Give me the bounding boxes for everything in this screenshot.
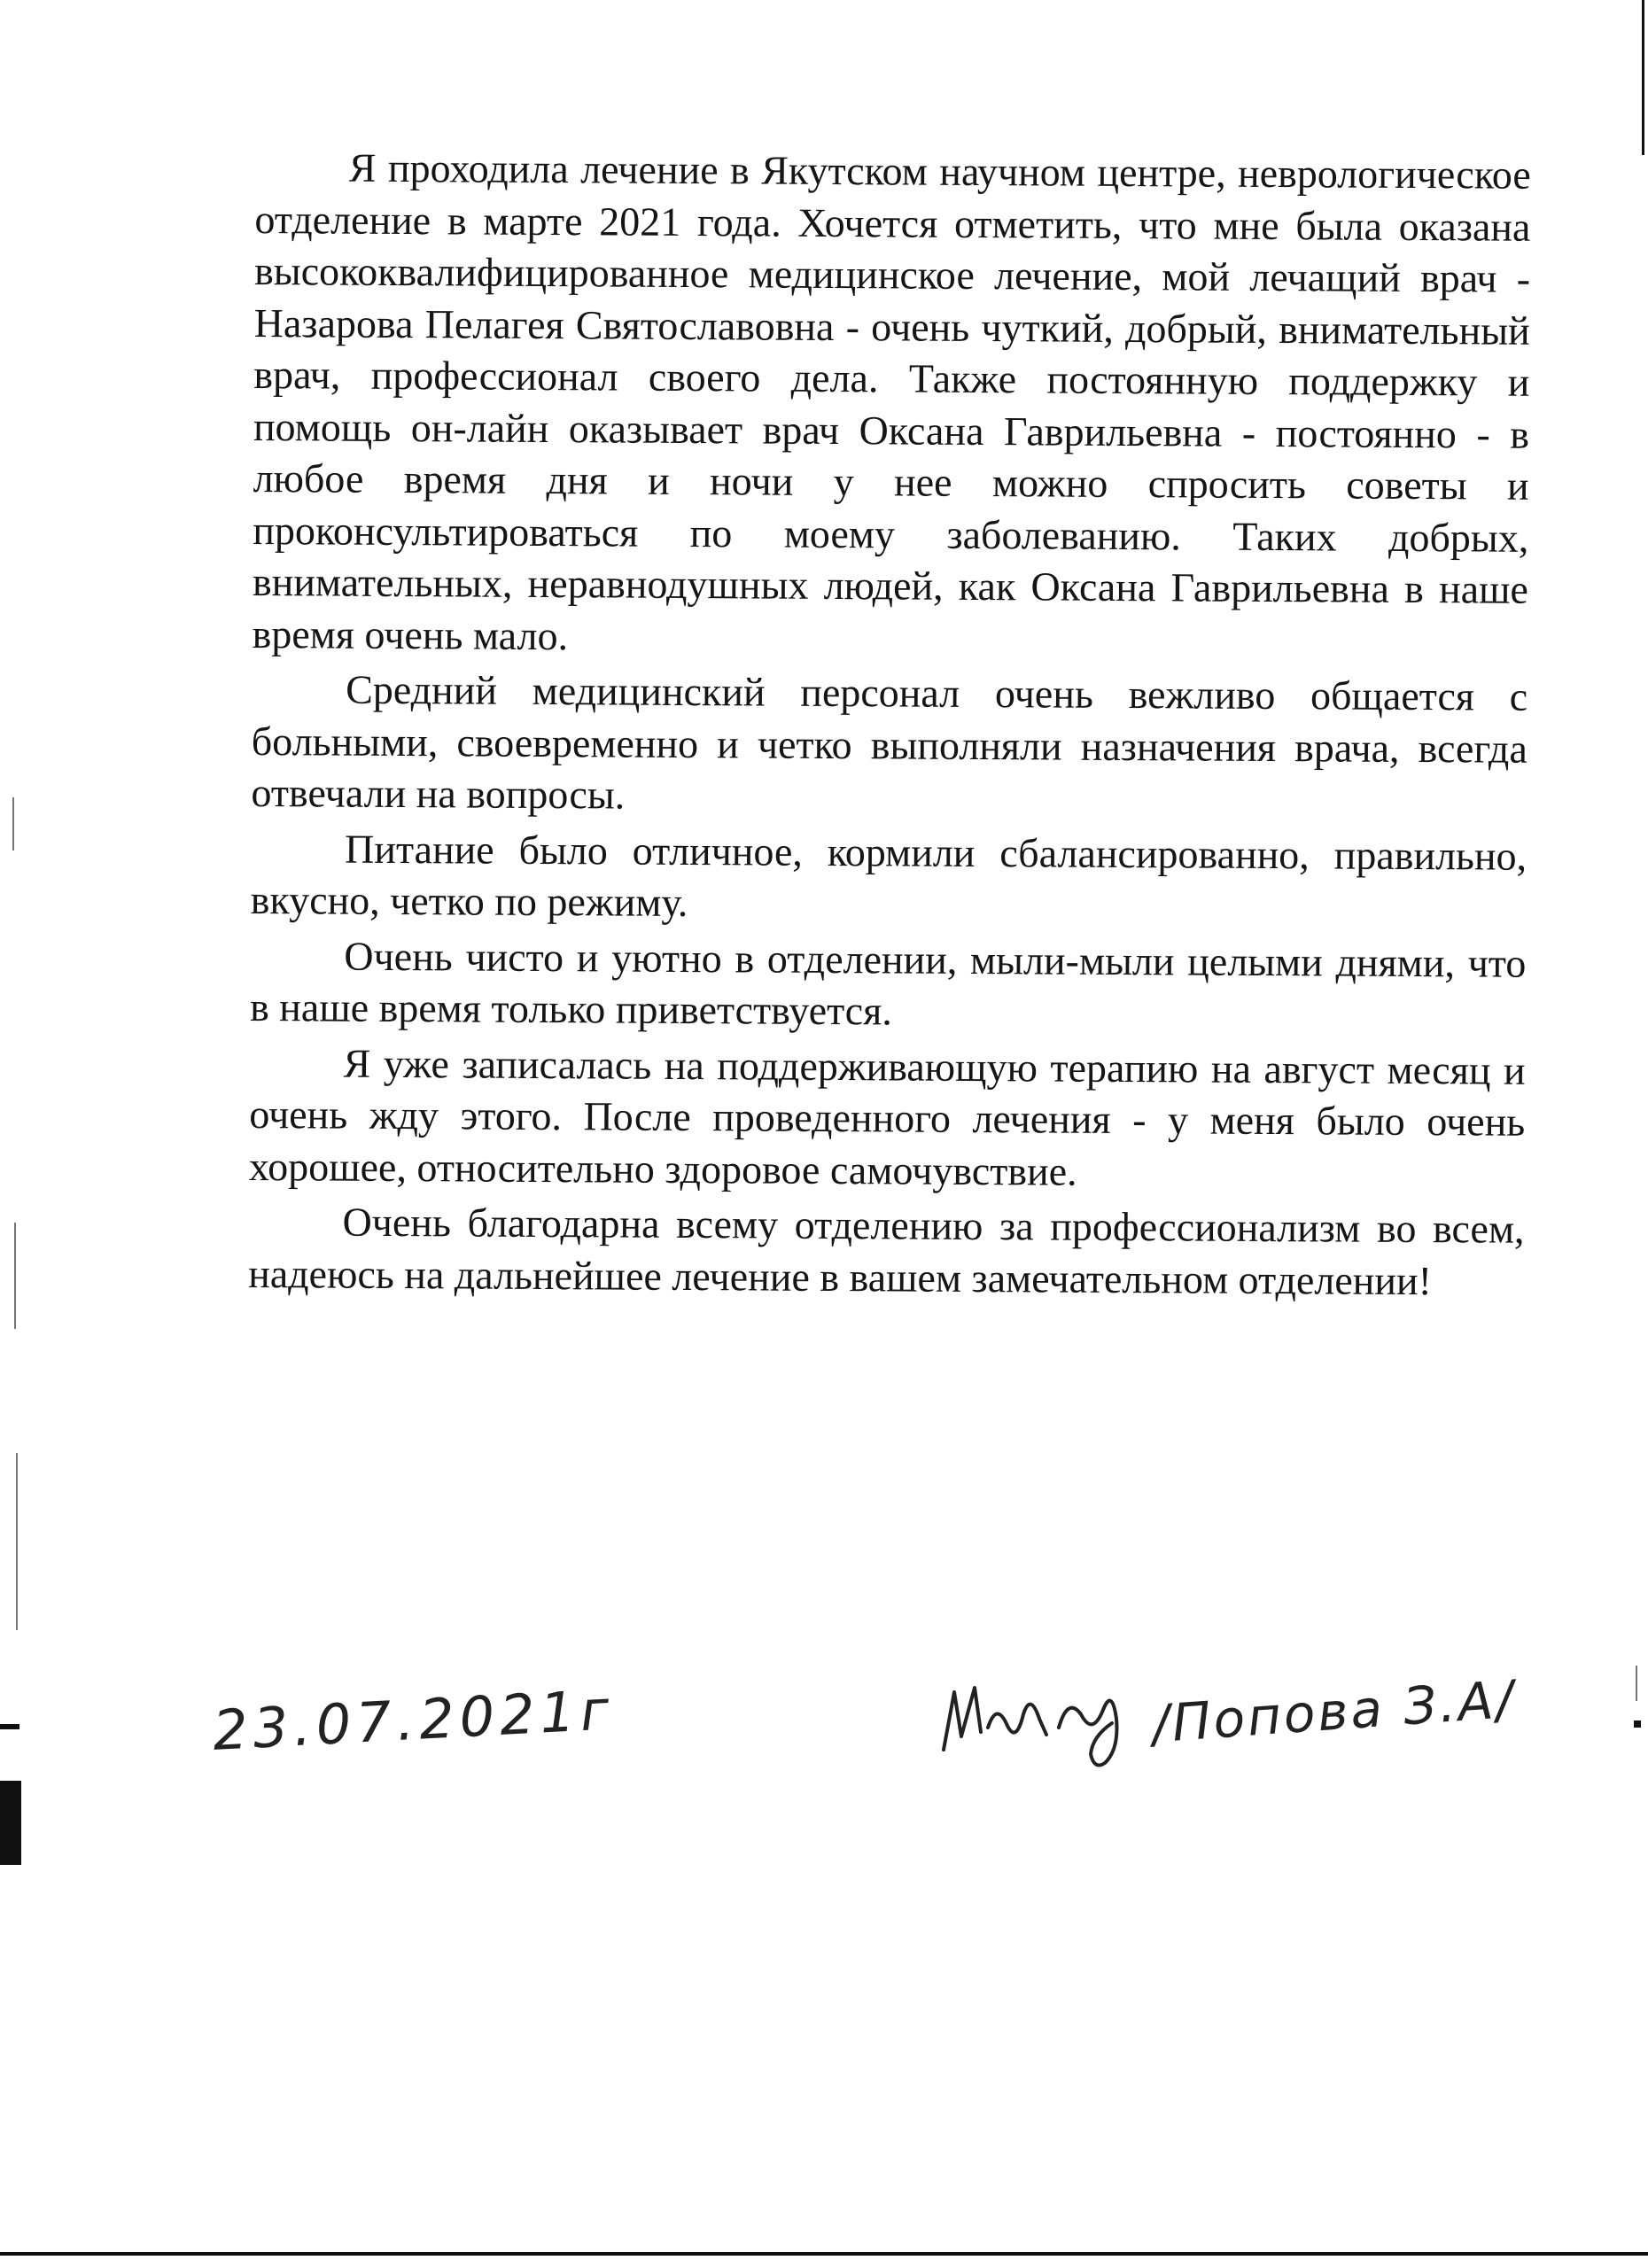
signature-scribble xyxy=(935,1666,1147,1772)
paragraph-nursing-staff: Средний медицинский персонал очень вежливо общается с больными, своевременно и четко выполняли назначения врача, всегда отвечали на вопросы. xyxy=(251,666,1528,818)
scan-dash-left xyxy=(0,1724,19,1729)
scan-line-left-2 xyxy=(14,1223,16,1329)
paragraph-followup-therapy: Я уже записалась на поддерживающую терапию на август месяц и очень жду этого. После проведенного лечения - у меня было очень хорошее, относительно здоровое самочувствие. xyxy=(248,1040,1526,1194)
paragraph-cleanliness: Очень чисто и уютно в отделении, мыли-мыли целыми днями, что в наше время только приветствуется. xyxy=(249,933,1527,1034)
scan-edge-bottom xyxy=(0,2252,1648,2256)
paragraph-nutrition: Питание было отличное, кормили сбалансированно, правильно, вкусно, четко по режиму. xyxy=(250,826,1528,925)
scan-edge-right xyxy=(1642,0,1644,155)
scan-line-left-1 xyxy=(12,797,14,850)
scan-line-right xyxy=(1636,1666,1637,1701)
scan-block-left xyxy=(0,1781,21,1865)
handwritten-date: 23.07.2021г xyxy=(211,1677,617,1763)
scan-line-left-3 xyxy=(16,1453,18,1630)
letter-body xyxy=(248,142,1531,1311)
signature-name: /Попова З.А/ xyxy=(1150,1668,1518,1755)
scan-dot-right xyxy=(1634,1720,1641,1728)
paragraph-gratitude: Очень благодарна всему отделению за профессионализм во всем, надеюсь на дальнейшее лечение в вашем замечательном отделении! xyxy=(248,1199,1525,1303)
paragraph-treatment: Я проходила лечение в Якутском научном центре, неврологическое отделение в марте 2021 года. Хочется отметить, что мне была оказана высококвалифицированное медицинское лечение, мой лечащий врач - Назарова Пелагея Святославовна - очень чуткий, добрый, внимательный врач, профессионал своего дела. Также постоянную поддержку и помощь он-лайн оказывает врач Оксана Гаврильевна - постоянно - в любое время дня и ночи у нее можно спросить советы и проконсультироваться по моему заболеванию. Таких добрых, внимательных, неравнодушных людей, как Оксана Гаврильевна в наше время очень мало. xyxy=(252,144,1531,658)
